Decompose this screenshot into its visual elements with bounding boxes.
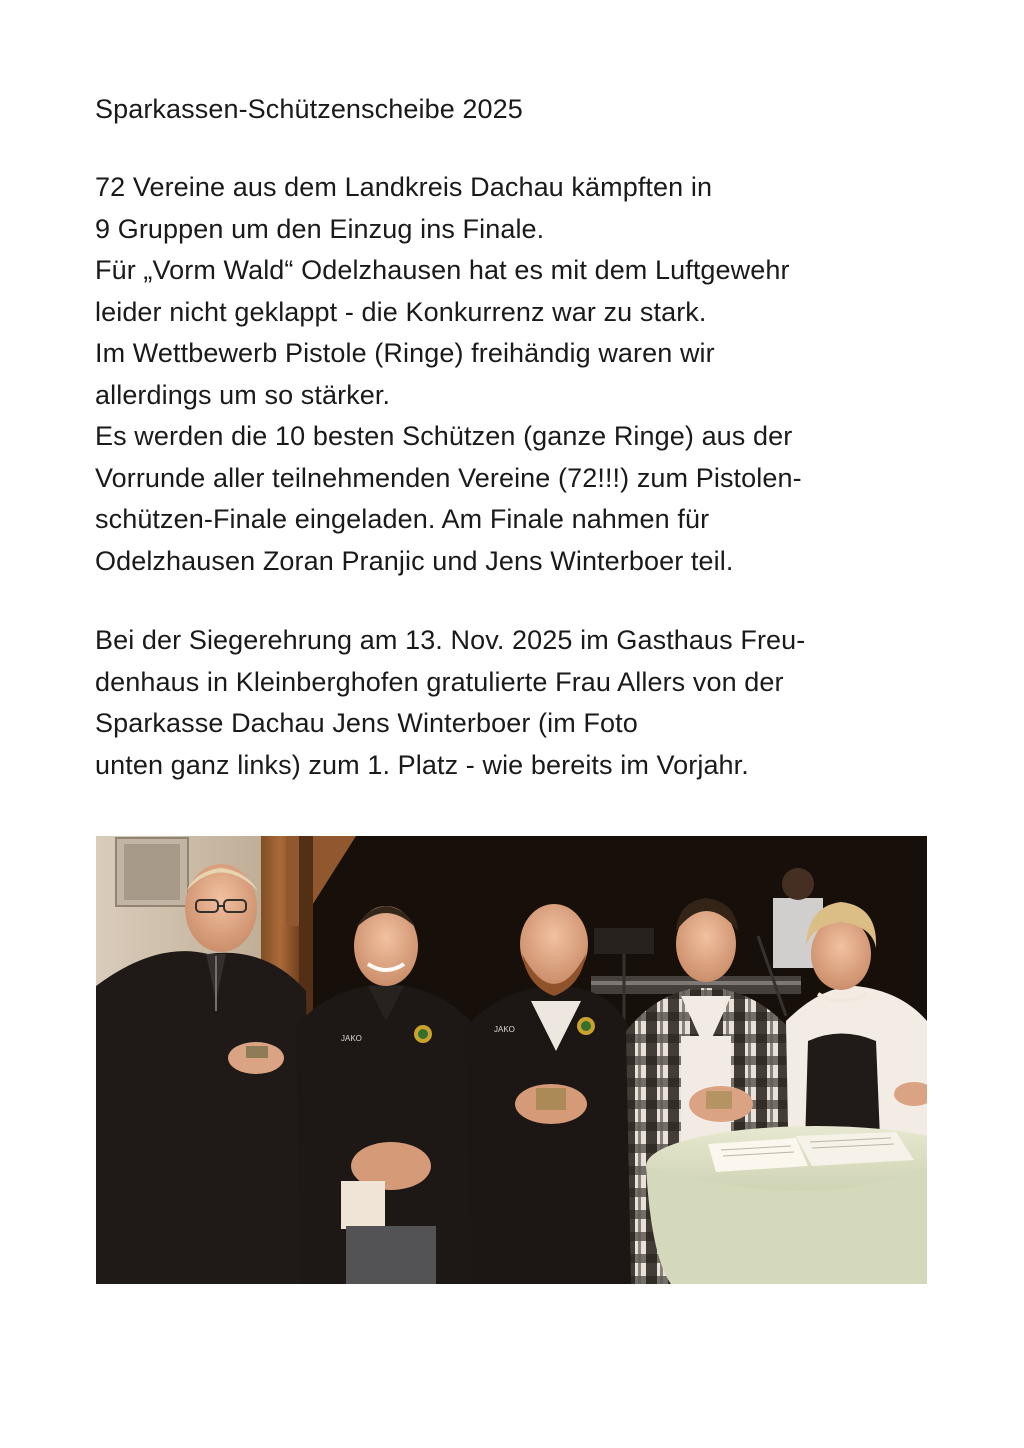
- shirt-logo-text: JAKO: [494, 1025, 515, 1034]
- text-line: allerdings um so stärker.: [95, 379, 391, 410]
- text-line: Odelzhausen Zoran Pranjic und Jens Winterboer teil.: [95, 545, 734, 576]
- document-title: Sparkassen-Schützenscheibe 2025: [95, 94, 523, 124]
- shirt-logo-text: JAKO: [341, 1034, 362, 1043]
- paragraph-results: [95, 167, 802, 582]
- text-line: leider nicht geklappt - die Konkurrenz war zu stark.: [95, 296, 707, 327]
- text-line: Vorrunde aller teilnehmenden Vereine (72!!!) zum Pistolen-: [95, 462, 802, 493]
- text-line: Im Wettbewerb Pistole (Ringe) freihändig waren wir: [95, 338, 715, 368]
- text-line: schützen-Finale eingeladen. Am Finale nahmen für: [95, 504, 710, 534]
- text-line: 9 Gruppen um den Einzug ins Finale.: [95, 213, 545, 244]
- text-line: 72 Vereine aus dem Landkreis Dachau kämpften in: [95, 172, 713, 202]
- text-line: unten ganz links) zum 1. Platz - wie bereits im Vorjahr.: [95, 749, 749, 780]
- text-line: Bei der Siegerehrung am 13. Nov. 2025 im Gasthaus Freu-: [95, 625, 806, 655]
- text-line: Für „Vorm Wald“ Odelzhausen hat es mit dem Luftgewehr: [95, 255, 790, 285]
- paragraph-award-ceremony: [95, 620, 805, 786]
- text-line: Sparkasse Dachau Jens Winterboer (im Foto: [95, 708, 638, 738]
- text-line: Es werden die 10 besten Schützen (ganze Ringe) aus der: [95, 421, 793, 451]
- group-photo: [96, 836, 927, 1284]
- text-line: denhaus in Kleinberghofen gratulierte Frau Allers von der: [95, 666, 784, 697]
